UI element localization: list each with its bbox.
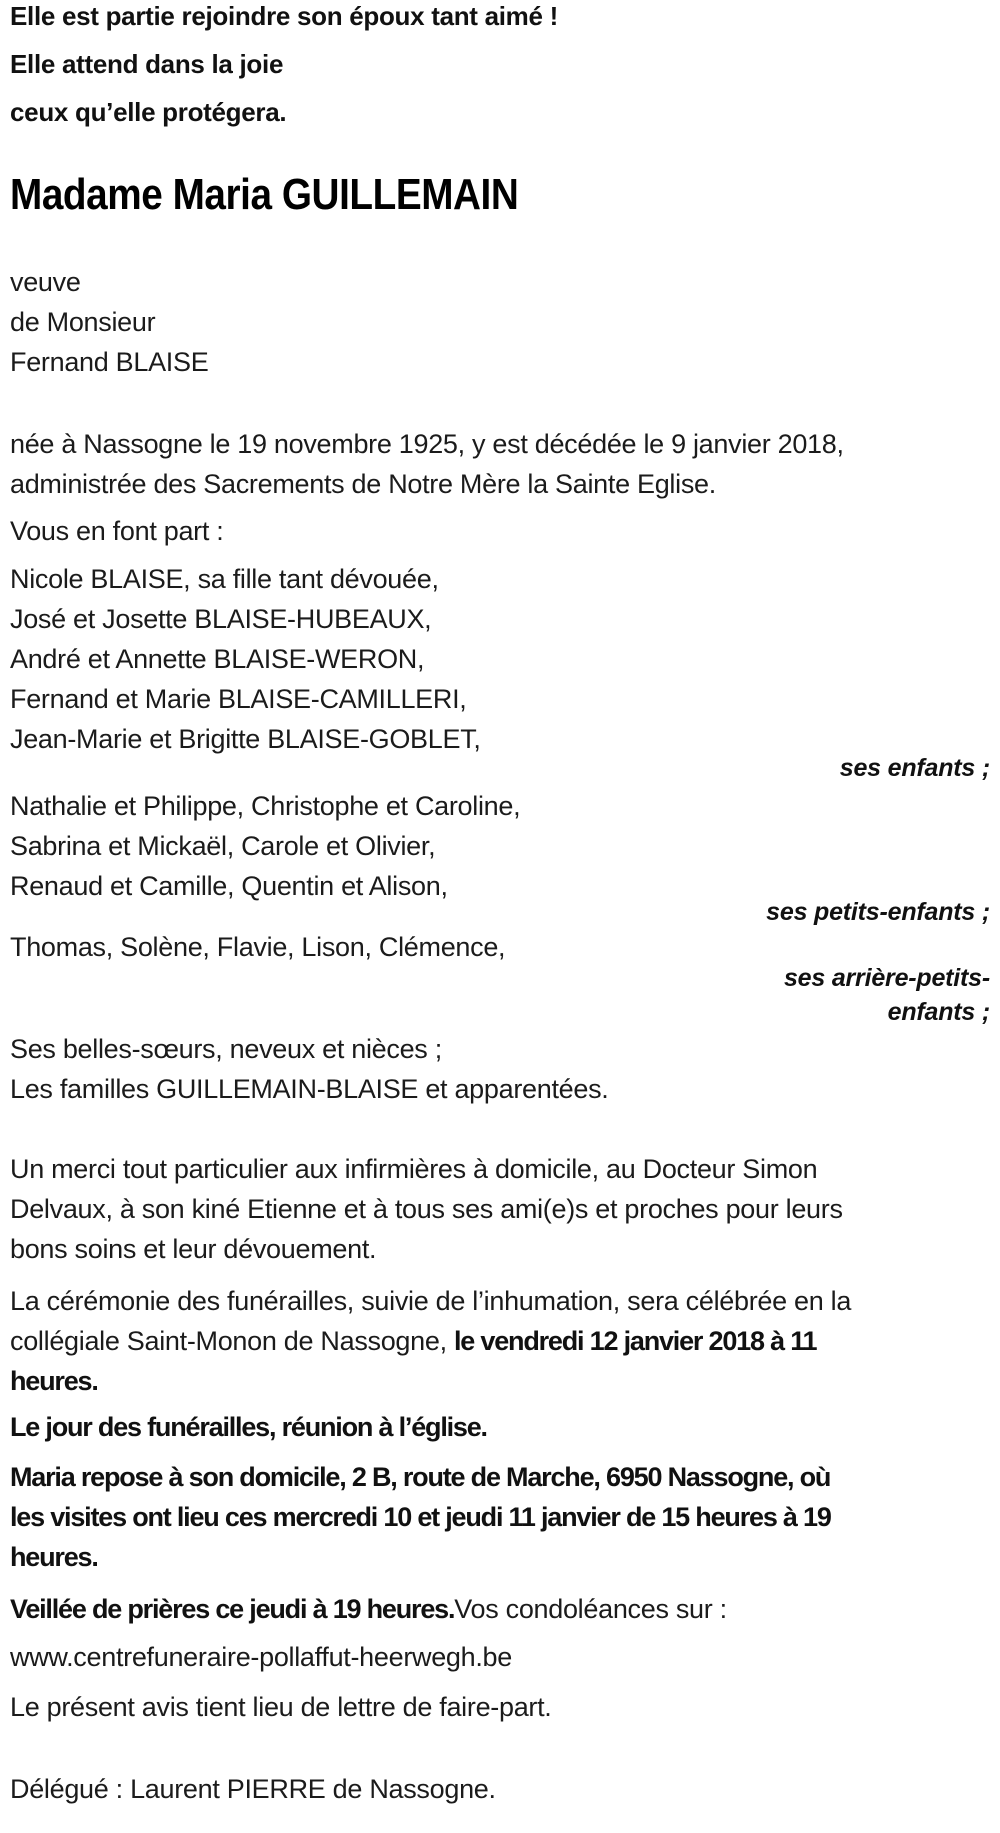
children-name-line: José et Josette BLAISE-HUBEAUX, (10, 604, 432, 634)
ceremony-line-2 (10, 1321, 990, 1361)
condolences-intro-text: Vos condoléances sur : (454, 1594, 727, 1624)
grandchildren-name-line: Renaud et Camille, Quentin et Alison, (10, 871, 448, 901)
relatives-line-2: Les familles GUILLEMAIN-BLAISE et apparentées. (10, 1074, 609, 1104)
epitaph-line-1: Elle est partie rejoindre son époux tant aimé ! (10, 1, 558, 31)
ceremony-line-2-regular: collégiale Saint-Monon de Nassogne, (10, 1326, 454, 1356)
condolences-website-url: www.centrefuneraire-pollaffut-heerwegh.be (10, 1642, 512, 1672)
life-summary (10, 424, 990, 504)
repose-line-1: Maria repose à son domicile, 2 B, route de Marche, 6950 Nassogne, où (10, 1462, 831, 1492)
great-grandchildren-label (10, 961, 990, 1029)
children-name-line: Jean-Marie et Brigitte BLAISE-GOBLET, (10, 724, 481, 754)
deceased-name-section (10, 170, 990, 220)
great-grandchildren-label-line-2: enfants ; (887, 998, 990, 1026)
epitaph (10, 0, 990, 136)
repose-line-2: les visites ont lieu ces mercredi 10 et jeudi 11 janvier de 15 heures à 19 (10, 1502, 831, 1532)
delegate-line: Délégué : Laurent PIERRE de Nassogne. (10, 1774, 496, 1804)
grandchildren-name-line: Nathalie et Philippe, Christophe et Caroline, (10, 791, 521, 821)
children-name-line: Nicole BLAISE, sa fille tant dévouée, (10, 564, 439, 594)
great-grandchildren-name-line: Thomas, Solène, Flavie, Lison, Clémence, (10, 932, 506, 962)
delegate-section (10, 1769, 990, 1809)
children-name-line: Fernand et Marie BLAISE-CAMILLERI, (10, 684, 467, 714)
vigil-section (10, 1589, 990, 1629)
thanks-line-1: Un merci tout particulier aux infirmières à domicile, au Docteur Simon (10, 1154, 818, 1184)
grandchildren-list (10, 786, 990, 906)
notice-line: Le présent avis tient lieu de lettre de faire-part. (10, 1692, 552, 1722)
thanks-line-3: bons soins et leur dévouement. (10, 1234, 377, 1264)
relatives-line-1: Ses belles-sœurs, neveux et nièces ; (10, 1034, 442, 1064)
thanks-line-2: Delvaux, à son kiné Etienne et à tous ses ami(e)s et proches pour leurs (10, 1194, 843, 1224)
vigil-bold-text: Veillée de prières ce jeudi à 19 heures. (10, 1594, 455, 1624)
marital-status-line-2: de Monsieur (10, 307, 156, 337)
announcement-section (10, 511, 990, 551)
meeting-section (10, 1407, 990, 1447)
notice-section (10, 1687, 990, 1727)
website-section (10, 1637, 990, 1677)
children-label: ses enfants ; (839, 754, 990, 782)
vigil-line (10, 1589, 990, 1629)
ceremony-date-bold: le vendredi 12 janvier 2018 à 11 (453, 1326, 817, 1356)
deceased-name-title: Madame Maria GUILLEMAIN (10, 170, 519, 219)
life-summary-line-1: née à Nassogne le 19 novembre 1925, y est décédée le 9 janvier 2018, (10, 429, 844, 459)
children-name-line: André et Annette BLAISE-WERON, (10, 644, 425, 674)
epitaph-line-3: ceux qu’elle protégera. (10, 97, 287, 127)
ceremony-paragraph (10, 1281, 990, 1401)
life-summary-line-2: administrée des Sacrements de Notre Mère la Sainte Eglise. (10, 469, 716, 499)
repose-line-3: heures. (10, 1542, 98, 1572)
marital-status-line-1: veuve (10, 267, 81, 297)
marital-status (10, 262, 990, 382)
grandchildren-label: ses petits-enfants ; (766, 898, 990, 926)
thanks-paragraph (10, 1149, 990, 1269)
children-list (10, 559, 990, 759)
announcement-line: Vous en font part : (10, 516, 224, 546)
grandchildren-name-line: Sabrina et Mickaël, Carole et Olivier, (10, 831, 436, 861)
marital-status-line-3: Fernand BLAISE (10, 347, 209, 377)
meeting-line: Le jour des funérailles, réunion à l’église. (10, 1412, 487, 1442)
great-grandchildren-label-line-1: ses arrière-petits- (783, 964, 990, 992)
repose-paragraph (10, 1457, 990, 1577)
relatives-section (10, 1029, 990, 1109)
ceremony-line-1: La cérémonie des funérailles, suivie de l’inhumation, sera célébrée en la (10, 1286, 852, 1316)
ceremony-line-3: heures. (10, 1366, 98, 1396)
epitaph-line-2: Elle attend dans la joie (10, 49, 284, 79)
